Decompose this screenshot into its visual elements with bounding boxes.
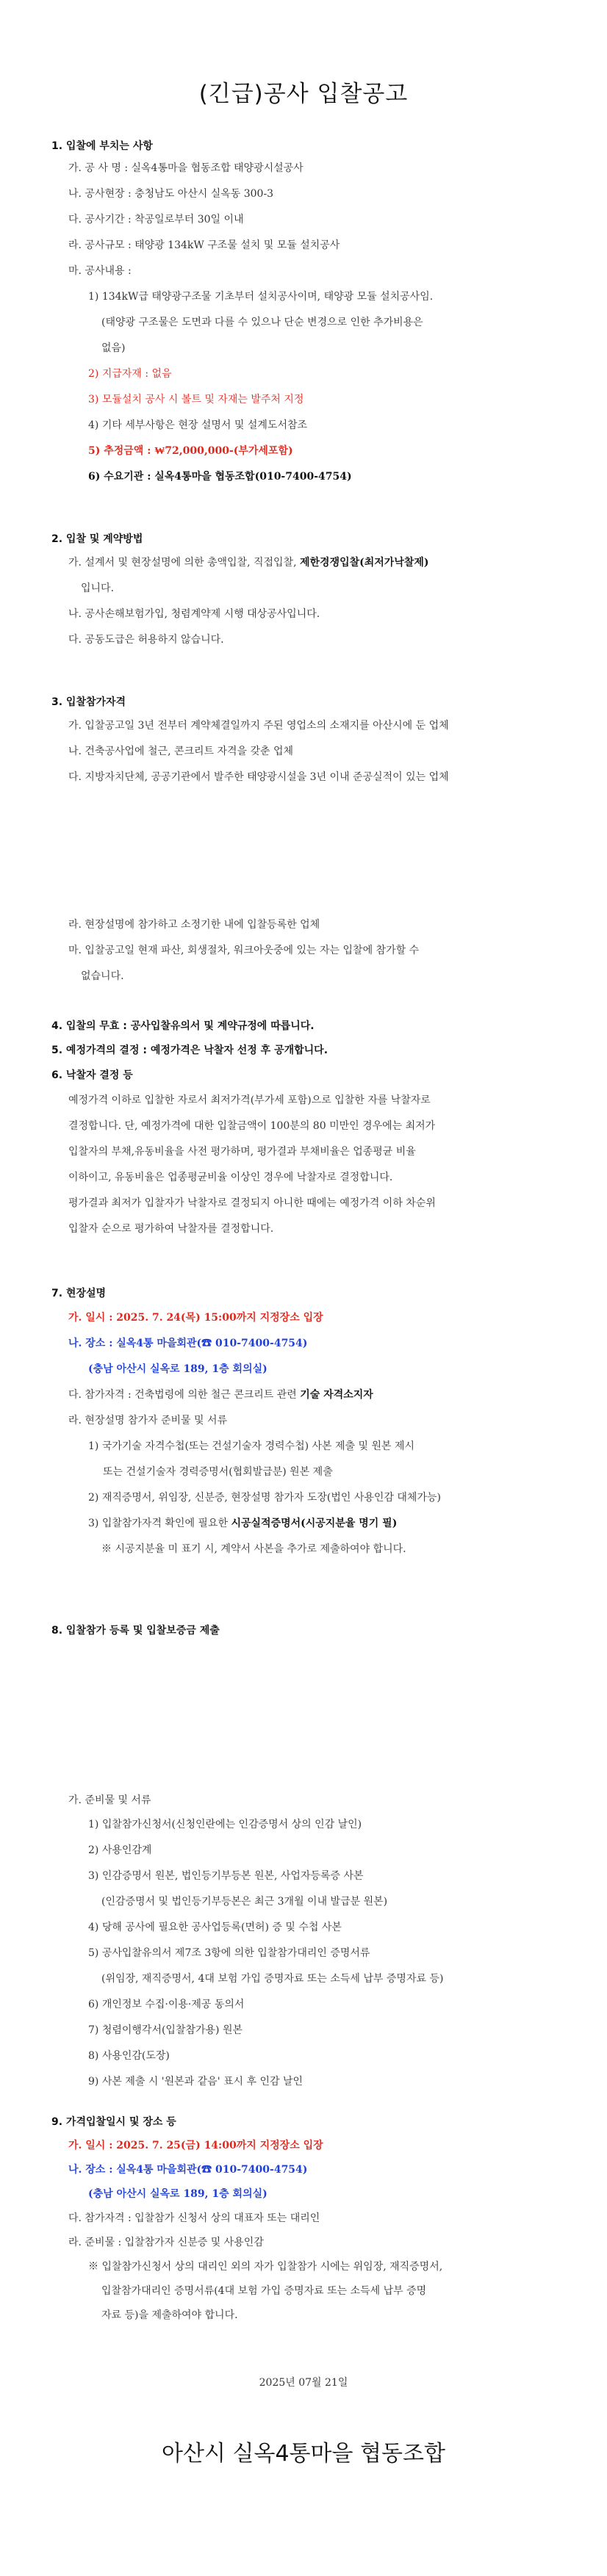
s1-period: 다. 공사기간 : 착공일로부터 30일 이내 (68, 214, 244, 226)
s7-doc-3-bold: 시공실적증명서(시공지분율 명기 필) (231, 1518, 398, 1529)
s6-line-4: 이하이고, 유동비율은 업종평균비율 이상인 경우에 낙찰자로 결정합니다. (68, 1172, 393, 1183)
s1-content-1: 1) 134kW급 태양광구조물 기초부터 설치공사이며, 태양광 모듈 설치공사임. (88, 291, 434, 303)
s7-doc-2: 2) 재직증명서, 위임장, 신분증, 현장설명 참가자 도장(법인 사용인감 대체가능) (88, 1492, 441, 1504)
s2-joint: 다. 공동도급은 허용하지 않습니다. (68, 634, 224, 646)
s7-documents: 라. 현장설명 참가자 준비물 및 서류 (68, 1415, 228, 1426)
s7-doc-1-cont: 또는 건설기술자 경력증명서(협회발급분) 원본 제출 (103, 1466, 333, 1478)
s3-qual-e: 마. 입찰공고일 현재 파산, 회생절차, 워크아웃중에 있는 자는 입찰에 참가할 수 (68, 945, 420, 956)
s6-line-3: 입찰자의 부채,유동비율을 사전 평가하며, 평가결과 부채비율은 업종평균 비율 (68, 1146, 416, 1158)
s8-item-9: 9) 사본 제출 시 '원본과 같음' 표시 후 인감 날인 (88, 2076, 304, 2088)
s1-content-1-note-end: 없음) (101, 342, 126, 354)
s3-qual-b: 나. 건축공사업에 철근, 콘크리트 자격을 갖춘 업체 (68, 746, 294, 757)
s2-insurance: 나. 공사손해보험가입, 청렴계약제 시행 대상공사입니다. (68, 608, 320, 620)
organization-name: 아산시 실옥4통마을 협동조합 (162, 2441, 445, 2467)
s1-content-2: 2) 지급자재 : 없음 (88, 368, 172, 380)
s2-method-cont: 입니다. (81, 582, 115, 594)
s7-doc-3-text: 3) 입찰참가자격 확인에 필요한 (88, 1518, 231, 1529)
s7-date: 가. 일시 : 2025. 7. 24(목) 15:00까지 지정장소 입장 (68, 1312, 323, 1324)
s8-item-5: 5) 공사입찰유의서 제7조 3항에 의한 입찰참가대리인 증명서류 (88, 1947, 370, 1959)
s1-content: 마. 공사내용 : (68, 265, 132, 277)
s8-item-6: 6) 개인정보 수집·이용·제공 동의서 (88, 1999, 245, 2010)
s9-note-1: ※ 입찰참가신청서 상의 대리인 외의 자가 입찰참가 시에는 위임장, 재직증명서, (88, 2261, 443, 2273)
notice-date: 2025년 07월 21일 (259, 2377, 348, 2389)
section-7-heading: 7. 현장설명 (51, 1288, 107, 1299)
s8-item-8: 8) 사용인감(도장) (88, 2050, 170, 2062)
s7-doc-3 (88, 1517, 397, 1530)
s1-site: 나. 공사현장 : 충청남도 아산시 실옥동 300-3 (68, 188, 274, 200)
section-5-heading: 5. 예정가격의 결정 : 예정가격은 낙찰자 선정 후 공개합니다. (51, 1045, 328, 1056)
s9-note-2: 입찰참가대리인 증명서류(4대 보험 가입 증명자료 또는 소득세 납부 증명 (101, 2285, 427, 2297)
s3-qual-d: 라. 현장설명에 참가하고 소정기한 내에 입찰등록한 업체 (68, 919, 320, 931)
s6-line-2: 결정합니다. 단, 예정가격에 대한 입찰금액이 100분의 80 미만인 경우에는 최저가 (68, 1120, 436, 1132)
s9-place: 나. 장소 : 실옥4통 마을회관(☎ 010-7400-4754) (68, 2164, 308, 2176)
s8-item-3-cont: (인감증명서 및 법인등기부등본은 최근 3개월 이내 발급분 원본) (101, 1896, 388, 1908)
s9-note-3: 자료 등)을 제출하여야 합니다. (101, 2309, 238, 2321)
section-3-heading: 3. 입찰참가자격 (51, 696, 126, 708)
s7-qualification-bold: 기술 자격소지자 (300, 1389, 373, 1401)
s2-method (68, 556, 429, 569)
s1-scale: 라. 공사규모 : 태양광 134kW 구조물 설치 및 모듈 설치공사 (68, 239, 340, 251)
s1-content-3: 3) 모듈설치 공사 시 볼트 및 자재는 발주처 지정 (88, 394, 304, 405)
s1-project-name: 가. 공 사 명 : 실옥4통마을 협동조합 태양광시설공사 (68, 162, 304, 174)
s9-who: 다. 참가자격 : 입찰참가 신청서 상의 대표자 또는 대리인 (68, 2212, 320, 2224)
s2-method-text: 가. 설계서 및 현장설명에 의한 총액입찰, 직접입찰, (68, 557, 300, 569)
s7-address: (충남 아산시 실옥로 189, 1층 회의실) (88, 1363, 267, 1375)
section-4-heading: 4. 입찰의 무효 : 공사입찰유의서 및 계약규정에 따릅니다. (51, 1020, 315, 1032)
s7-place: 나. 장소 : 실옥4통 마을회관(☎ 010-7400-4754) (68, 1338, 308, 1349)
s8-item-2: 2) 사용인감계 (88, 1844, 152, 1856)
s2-method-bold: 제한경쟁입찰(최저가낙찰제) (299, 557, 429, 569)
s3-qual-e-cont: 없습니다. (81, 970, 124, 982)
s6-line-5: 평가결과 최저가 입찰자가 낙찰자로 결정되지 아니한 때에는 예정가격 이하 차순위 (68, 1197, 436, 1209)
s1-client: 6) 수요기관 : 실옥4통마을 협동조합(010-7400-4754) (88, 471, 352, 483)
s7-qualification-text: 다. 참가자격 : 건축법령에 의한 철근 콘크리트 관련 (68, 1389, 301, 1401)
page-title: (긴급)공사 입찰공고 (198, 81, 409, 107)
s7-qualification (68, 1388, 373, 1401)
s7-doc-1: 1) 국가기술 자격수첩(또는 건설기술자 경력수첩) 사본 제출 및 원본 제시 (88, 1440, 415, 1452)
section-2-heading: 2. 입찰 및 계약방법 (51, 533, 143, 545)
s1-content-1-note: (태양광 구조물은 도면과 다를 수 있으나 단순 변경으로 인한 추가비용은 (101, 317, 423, 328)
s8-item-1: 1) 입찰참가신청서(신청인란에는 인감증명서 상의 인감 날인) (88, 1819, 362, 1830)
section-1-heading: 1. 입찰에 부치는 사항 (51, 140, 153, 152)
s8-item-4: 4) 당해 공사에 필요한 공사업등록(면허) 증 및 수첩 사본 (88, 1922, 342, 1933)
s9-prep: 라. 준비물 : 입찰참가자 신분증 및 사용인감 (68, 2237, 264, 2248)
s6-line-6: 입찰자 순으로 평가하여 낙찰자를 결정합니다. (68, 1223, 274, 1235)
section-6-heading: 6. 낙찰자 결정 등 (51, 1069, 133, 1081)
s1-content-4: 4) 기타 세부사항은 현장 설명서 및 설계도서참조 (88, 419, 308, 431)
s3-qual-a: 가. 입찰공고일 3년 전부터 계약체결일까지 주된 영업소의 소재지를 아산시에 둔 업체 (68, 720, 449, 732)
s8-item-5-cont: (위임장, 재직증명서, 4대 보험 가입 증명자료 또는 소득세 납부 증명자료 등) (101, 1973, 444, 1985)
s3-qual-c: 다. 지방자치단체, 공공기관에서 발주한 태양광시설을 3년 이내 준공실적이 있는 업체 (68, 771, 449, 783)
s8-prep: 가. 준비물 및 서류 (68, 1794, 151, 1806)
s9-address: (충남 아산시 실옥로 189, 1층 회의실) (88, 2188, 267, 2200)
s7-note: ※ 시공지분율 미 표기 시, 계약서 사본을 추가로 제출하여야 합니다. (101, 1543, 406, 1555)
section-8-heading: 8. 입찰참가 등록 및 입찰보증금 제출 (51, 1625, 220, 1637)
section-9-heading: 9. 가격입찰일시 및 장소 등 (51, 2116, 176, 2128)
s8-item-3: 3) 인감증명서 원본, 법인등기부등본 원본, 사업자등록증 사본 (88, 1870, 364, 1882)
s6-line-1: 예정가격 이하로 입찰한 자로서 최저가격(부가세 포함)으로 입찰한 자를 낙찰자로 (68, 1094, 431, 1106)
s8-item-7: 7) 청렴이행각서(입찰참가용) 원본 (88, 2024, 243, 2036)
s9-date: 가. 일시 : 2025. 7. 25(금) 14:00까지 지정장소 입장 (68, 2140, 323, 2151)
s1-estimated-amount: 5) 추정금액 : ₩72,000,000-(부가세포함) (88, 445, 293, 457)
